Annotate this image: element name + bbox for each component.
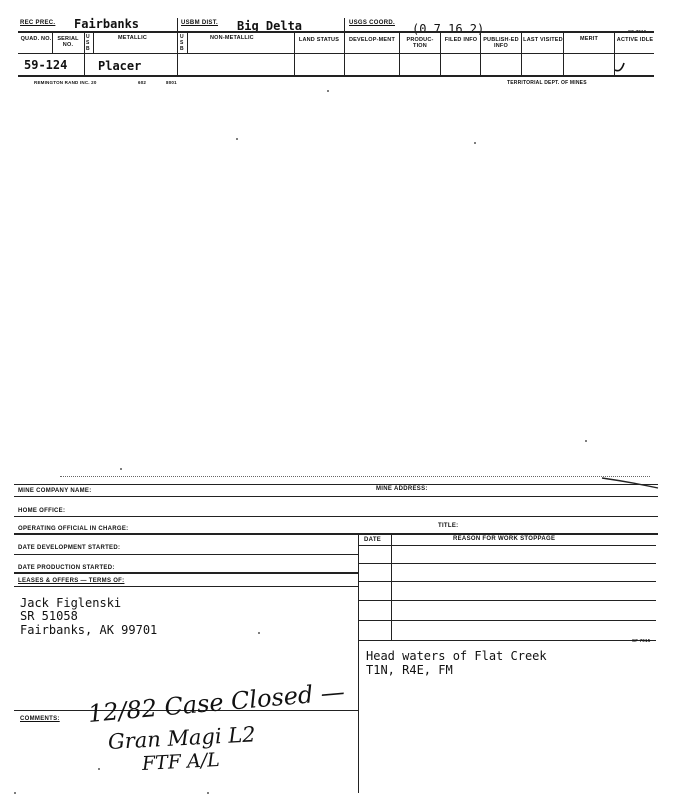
rec-prec-value: Fairbanks	[74, 17, 140, 31]
card-curl	[600, 476, 660, 490]
col-active-idle: ACTIVE IDLE	[616, 37, 654, 43]
column-header-rule	[18, 53, 654, 54]
stoppage-row-3	[358, 600, 656, 601]
rec-prec-label: REC PREC.	[20, 20, 56, 26]
speck	[236, 138, 238, 140]
lease-line-3: Fairbanks, AK 99701	[20, 623, 158, 637]
stoppage-row-2	[358, 581, 656, 582]
card-bottom-rule	[18, 75, 654, 77]
sep-quad-serial	[52, 33, 53, 53]
department-imprint: TERRITORIAL DEPT. OF MINES	[507, 80, 587, 86]
usgs-coord-value: (0 7 16 2)	[412, 22, 485, 36]
col-metallic: METALLIC	[118, 35, 147, 41]
operating-official-label: OPERATING OFFICIAL IN CHARGE:	[18, 526, 129, 532]
stoppage-date-divider	[391, 533, 392, 641]
usbm-dist-value: Big Delta	[237, 19, 303, 33]
row-metallic: Placer	[98, 59, 142, 73]
row-quad-serial: 59-124	[24, 58, 68, 72]
printer-code-2: 8001	[166, 80, 177, 85]
sep-metallic-nonmetallic	[177, 18, 178, 76]
form-number-back: SF 7015	[632, 638, 651, 643]
title-label: TITLE:	[438, 523, 459, 529]
col-land-status: LAND STATUS	[298, 37, 340, 43]
speck	[474, 142, 476, 144]
sep-usb1	[93, 33, 94, 53]
home-office-label: HOME OFFICE:	[18, 508, 66, 514]
stoppage-row-5	[358, 640, 656, 641]
handwritten-comment-line-3: FTF A/L	[141, 748, 221, 775]
col-last-visited: LAST VISITED	[523, 37, 563, 43]
col-merit: MERIT	[579, 36, 599, 42]
handwritten-comment-line-2: Gran Magi L2	[107, 722, 257, 754]
speck	[585, 440, 587, 442]
sep-land-status	[294, 33, 295, 76]
rule-date-header	[358, 545, 656, 546]
printer-imprint: REMINGTON RAND INC. 20	[34, 80, 97, 85]
usgs-coord-label: USGS COORD.	[349, 20, 395, 26]
rule-dev-started	[14, 554, 358, 555]
active-check-mark	[611, 60, 631, 74]
rule-operating-official	[14, 533, 658, 535]
rule-under-company	[14, 496, 658, 497]
stoppage-row-4	[358, 620, 656, 621]
card-edge-top	[60, 476, 650, 477]
form-number-top: SF 7016	[628, 29, 647, 34]
date-development-started-label: DATE DEVELOPMENT STARTED:	[18, 545, 121, 551]
col-quad-no: QUAD. NO.	[20, 36, 52, 42]
sep-production	[440, 33, 441, 76]
reason-column-header: REASON FOR WORK STOPPAGE	[453, 536, 556, 542]
date-column-header: DATE	[364, 537, 382, 543]
mine-company-name-label: MINE COMPANY NAME:	[18, 488, 92, 494]
col-published-info: PUBLISH-ED INFO	[483, 37, 519, 49]
col-usb-2: U S B	[180, 34, 184, 52]
speck	[327, 90, 329, 92]
rule-prod-started	[14, 572, 358, 574]
lease-line-1: Jack Figlenski	[20, 596, 122, 610]
printer-code-1: 602	[138, 80, 147, 85]
col-non-metallic: NON-METALLIC	[210, 35, 254, 41]
rule-leases	[14, 586, 358, 587]
sep-last-visited	[563, 33, 564, 76]
col-filed-info: FILED INFO	[444, 37, 478, 43]
card-back-section	[0, 450, 678, 802]
leases-label: LEASES & OFFERS — TERMS OF:	[18, 578, 125, 584]
mine-address-label: MINE ADDRESS:	[376, 486, 428, 492]
sep-usgs	[344, 18, 345, 76]
stoppage-row-1	[358, 563, 656, 564]
stoppage-left-border	[358, 533, 359, 793]
comments-label: COMMENTS:	[20, 716, 60, 722]
col-production: PRODUC-TION	[406, 37, 434, 49]
rule-home-office	[14, 516, 658, 517]
lease-line-2: SR 51058	[20, 609, 78, 623]
location-line-1: Head waters of Flat Creek	[366, 649, 547, 663]
sep-serial-metallic	[84, 33, 85, 76]
usbm-dist-label: USBM DIST.	[181, 20, 219, 26]
header-rule	[18, 31, 654, 33]
sep-usb2	[187, 33, 188, 53]
card-top-section	[0, 0, 678, 95]
col-serial-no: SERIAL NO.	[57, 36, 79, 48]
location-line-2: T1N, R4E, FM	[366, 663, 453, 677]
col-development: DEVELOP-MENT	[348, 37, 396, 43]
sep-development	[399, 33, 400, 76]
col-usb-1: U S B	[86, 34, 90, 52]
rule-mine-company	[14, 484, 658, 485]
date-production-started-label: DATE PRODUCTION STARTED:	[18, 565, 115, 571]
sep-filed	[480, 33, 481, 76]
handwritten-comment-line-1: 12/82 Case Closed —	[86, 677, 346, 728]
sep-published	[521, 33, 522, 76]
